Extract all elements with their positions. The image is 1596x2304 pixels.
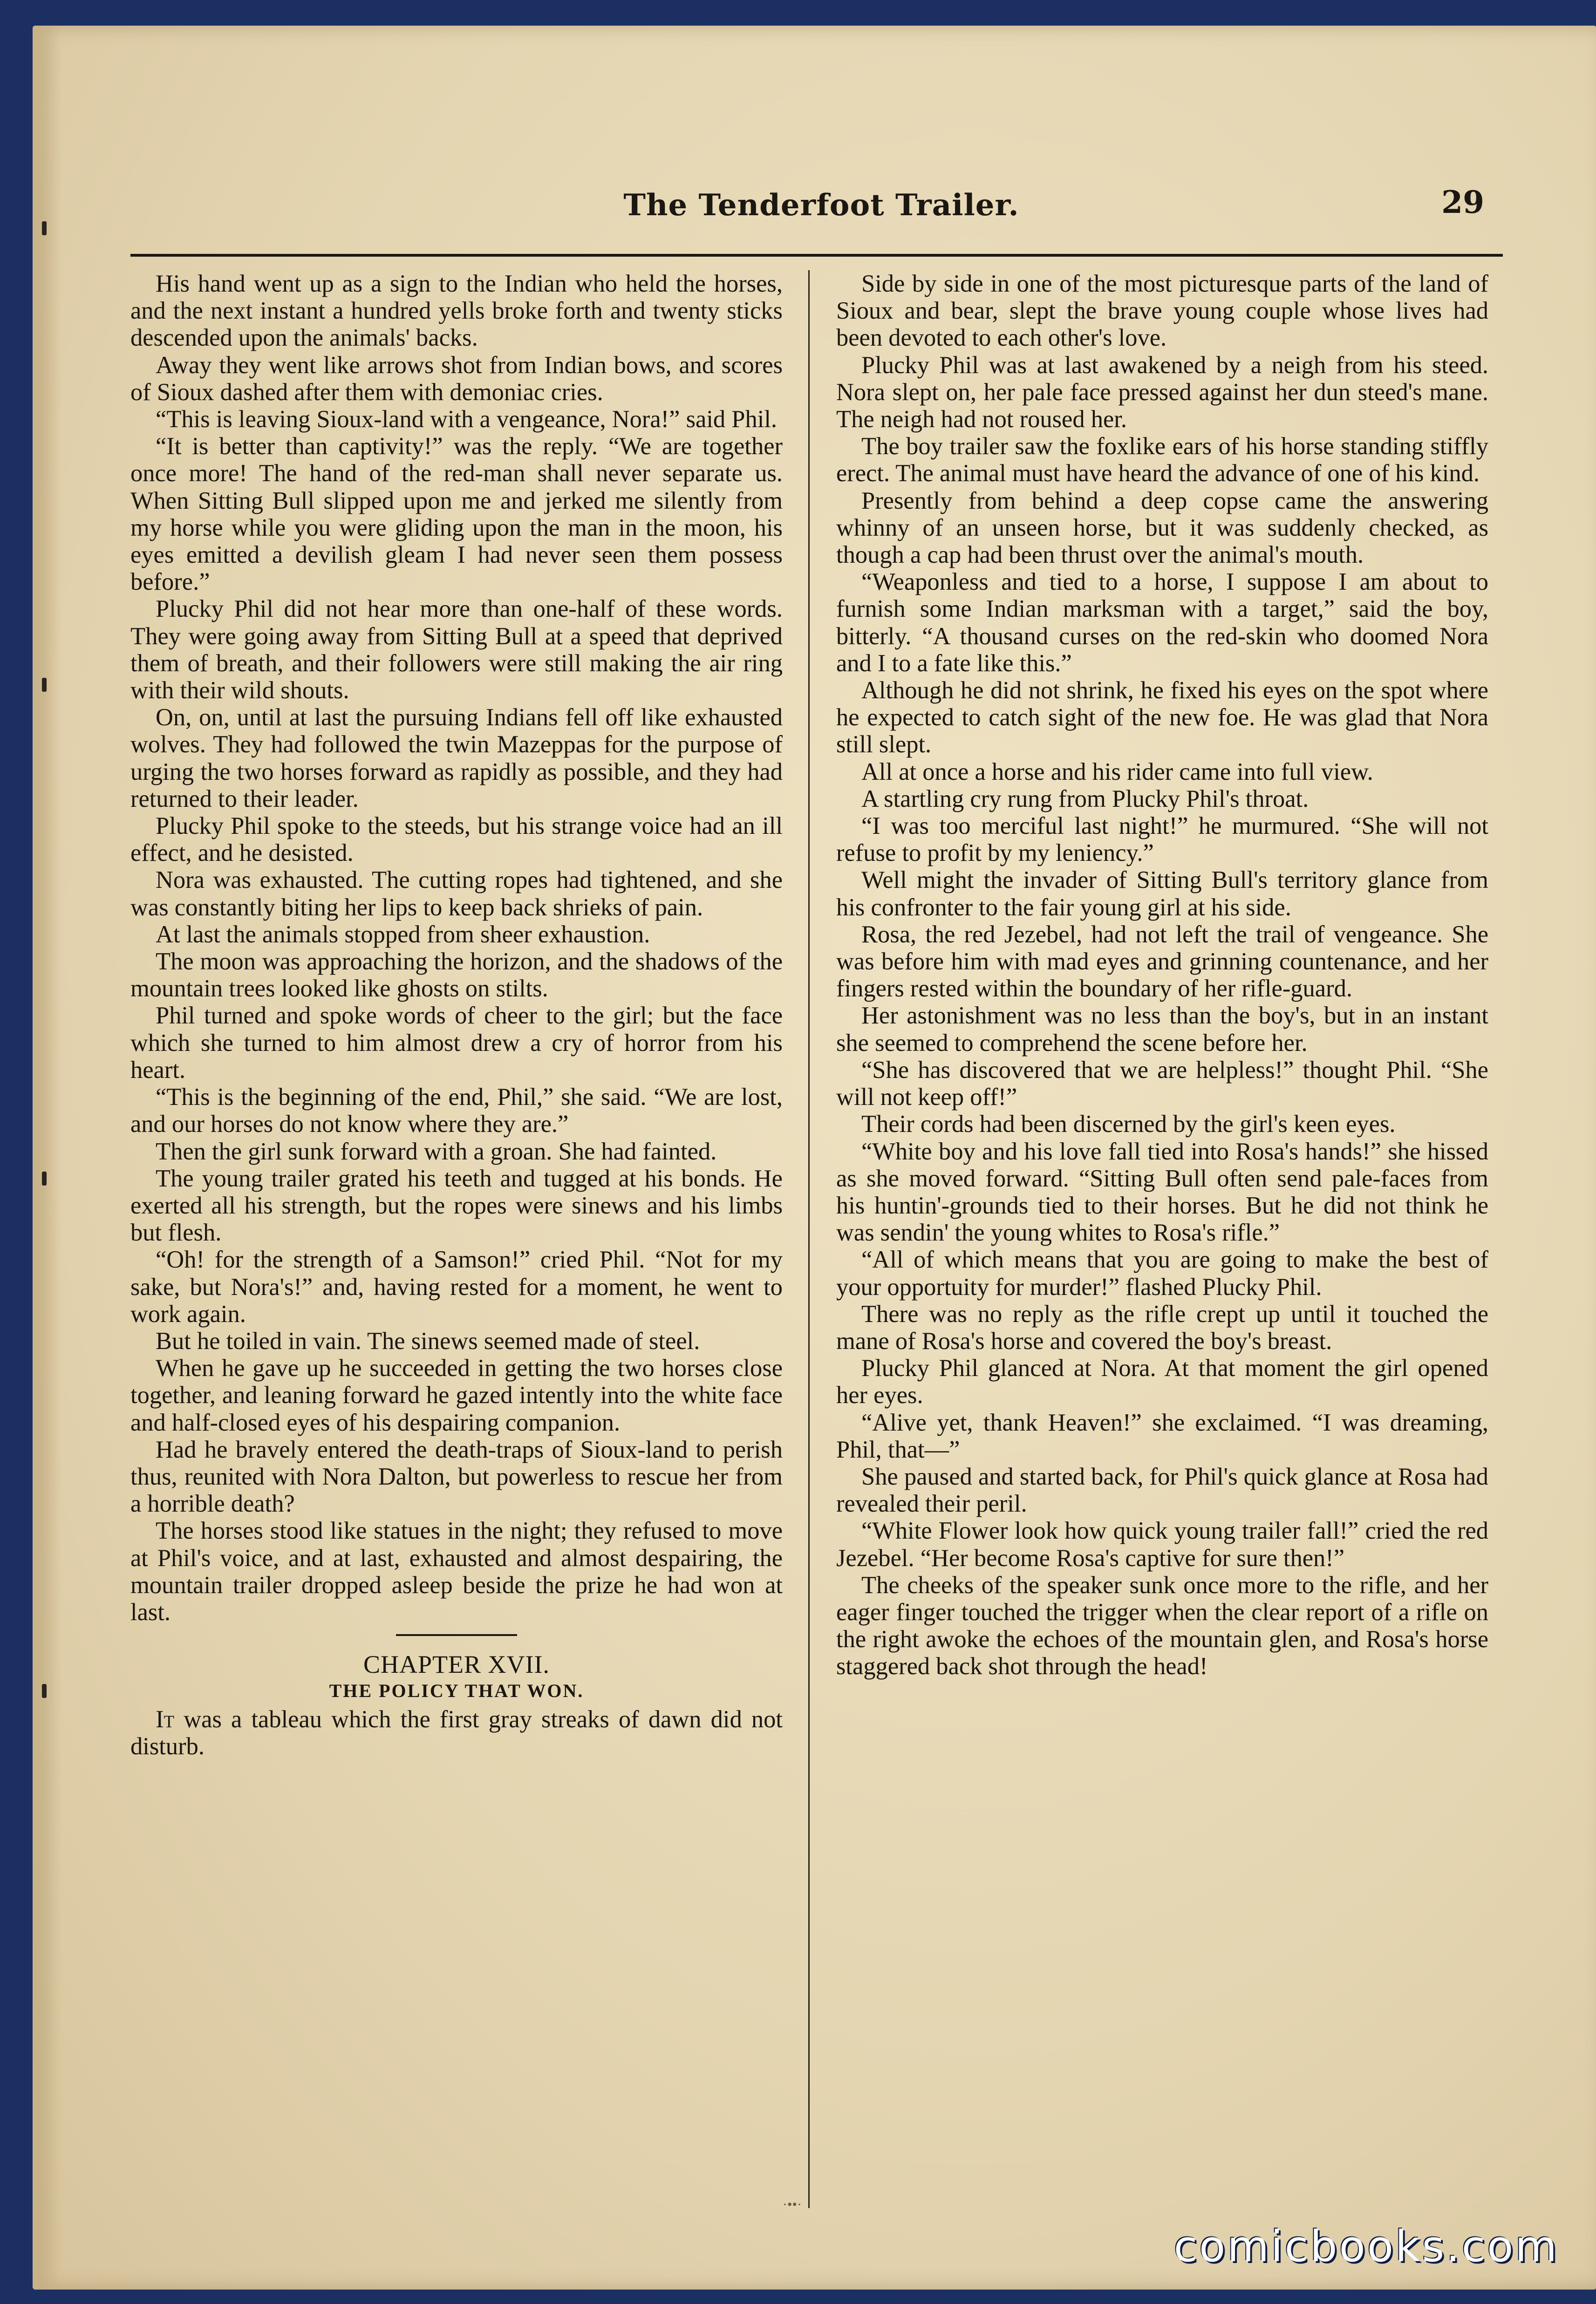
paragraph: “All of which means that you are going to make the best of your opportuity for murder!” flashed Plucky Phil. bbox=[836, 1246, 1488, 1301]
page-header bbox=[130, 165, 1512, 235]
paragraph: Presently from behind a deep copse came the answering whinny of an unseen horse, but it was suddenly checked, as though a cap had been thrust over the animal's mouth. bbox=[836, 487, 1488, 569]
paragraph: Rosa, the red Jezebel, had not left the trail of vengeance. She was before him with mad eyes and grinning countenance, and her fingers rested within the boundary of her rifle-guard. bbox=[836, 920, 1488, 1002]
paragraph: There was no reply as the rifle crept up until it touched the mane of Rosa's horse and covered the boy's breast. bbox=[836, 1300, 1488, 1355]
paragraph: Side by side in one of the most picturesque parts of the land of Sioux and bear, slept the brave young couple whose lives had been devoted to each other's love. bbox=[836, 270, 1488, 352]
binding-mark bbox=[42, 1172, 47, 1186]
paragraph: Away they went like arrows shot from Indian bows, and scores of Sioux dashed after them with demoniac cries. bbox=[130, 351, 783, 406]
paragraph: “This is the beginning of the end, Phil,” she said. “We are lost, and our horses do not know where they are.” bbox=[130, 1084, 783, 1138]
paragraph: The moon was approaching the horizon, and the shadows of the mountain trees looked like ghosts on stilts. bbox=[130, 948, 783, 1002]
paragraph: On, on, until at last the pursuing Indians fell off like exhausted wolves. They had followed the twin Mazeppas for the purpose of urging the two horses forward as rapidly as possible, and they had returned to their leader. bbox=[130, 704, 783, 812]
paragraph: The boy trailer saw the foxlike ears of his horse standing stiffly erect. The animal must have heard the advance of one of his kind. bbox=[836, 433, 1488, 487]
paragraph: “She has discovered that we are helpless!” thought Phil. “She will not keep off!” bbox=[836, 1056, 1488, 1111]
paragraph: Phil turned and spoke words of cheer to the girl; but the face which she turned to him almost drew a cry of horror from his heart. bbox=[130, 1002, 783, 1084]
paragraph: “It is better than captivity!” was the reply. “We are together once more! The hand of the red-man shall never separate us. When Sitting Bull slipped upon me and jerked me silently from my horse while you were gliding upon the man in the moon, his eyes emitted a devilish gleam I had never seen them possess before.” bbox=[130, 433, 783, 596]
column-divider bbox=[808, 270, 810, 2208]
paragraph: “I was too merciful last night!” he murmured. “She will not refuse to profit by my leniency.” bbox=[836, 812, 1488, 867]
running-title: The Tenderfoot Trailer. bbox=[623, 188, 1019, 223]
paragraph: Plucky Phil glanced at Nora. At that moment the girl opened her eyes. bbox=[836, 1355, 1488, 1409]
page-binding-edge bbox=[33, 26, 61, 2290]
paragraph: Their cords had been discerned by the girl's keen eyes. bbox=[861, 1111, 1396, 1138]
binding-mark bbox=[42, 1684, 47, 1698]
paragraph: She paused and started back, for Phil's quick glance at Rosa had revealed their peril. bbox=[836, 1463, 1488, 1518]
chapter-opening-text: was a tableau which the first gray streaks of dawn did not disturb. bbox=[130, 1706, 783, 1760]
left-column bbox=[130, 270, 783, 2180]
print-smudge: ·••· bbox=[783, 2197, 802, 2212]
paragraph: Nora was exhausted. The cutting ropes had tightened, and she was constantly biting her lips to keep back shrieks of pain. bbox=[130, 866, 783, 921]
paragraph: “Weaponless and tied to a horse, I suppose I am about to furnish some Indian marksman with a target,” said the boy, bitterly. “A thousand curses on the red-skin who doomed Nora and I to a fate like this.” bbox=[836, 568, 1488, 677]
paragraph: Her astonishment was no less than the boy's, but in an instant she seemed to comprehend the scene before her. bbox=[836, 1002, 1488, 1057]
paragraph: Then the girl sunk forward with a groan. She had fainted. bbox=[156, 1138, 717, 1165]
paragraph: “Oh! for the strength of a Samson!” cried Phil. “Not for my sake, but Nora's!” and, having rested for a moment, he went to work again. bbox=[130, 1246, 783, 1328]
paragraph: Plucky Phil spoke to the steeds, but his strange voice had an ill effect, and he desisted. bbox=[130, 812, 783, 867]
paragraph: The horses stood like statues in the night; they refused to move at Phil's voice, and at last, exhausted and almost despairing, the mountain trailer dropped asleep beside the prize he had won at last. bbox=[130, 1517, 783, 1626]
paragraph: Plucky Phil was at last awakened by a neigh from his steed. Nora slept on, her pale face pressed against her dun steed's mane. The neigh had not roused her. bbox=[836, 351, 1488, 433]
paragraph: All at once a horse and his rider came into full view. bbox=[861, 758, 1373, 785]
paragraph: A startling cry rung from Plucky Phil's throat. bbox=[861, 785, 1309, 812]
paragraph: The cheeks of the speaker sunk once more to the rifle, and her eager finger touched the trigger when the clear report of a rifle on the right awoke the echoes of the mountain glen, and Rosa's horse staggered back shot through the head! bbox=[836, 1571, 1488, 1680]
paragraph: When he gave up he succeeded in getting the two horses close together, and leaning forward he gazed intently into the white face and half-closed eyes of his despairing companion. bbox=[130, 1355, 783, 1436]
text-columns bbox=[130, 270, 1491, 2180]
binding-mark bbox=[42, 678, 47, 692]
magazine-page bbox=[33, 26, 1596, 2290]
chapter-subtitle: THE POLICY THAT WON. bbox=[329, 1680, 584, 1702]
header-rule bbox=[130, 254, 1503, 257]
site-watermark: comicbooks.com bbox=[1173, 2222, 1559, 2271]
paragraph: At last the animals stopped from sheer exhaustion. bbox=[156, 920, 650, 948]
chapter-first-word: It bbox=[156, 1706, 175, 1733]
right-column bbox=[836, 270, 1488, 2180]
paragraph: “White boy and his love fall tied into Rosa's hands!” she hissed as she moved forward. “Sitting Bull often send pale-faces from his huntin'-grounds tied to their horses. But he did not think he was sendin' the young whites to Rosa's rifle.” bbox=[836, 1138, 1488, 1247]
paragraph: “This is leaving Sioux-land with a vengeance, Nora!” said Phil. bbox=[156, 406, 778, 433]
paragraph: Had he bravely entered the death-traps of Sioux-land to perish thus, reunited with Nora Dalton, but powerless to rescue her from a horrible death? bbox=[130, 1436, 783, 1518]
page-number: 29 bbox=[1441, 184, 1484, 220]
paragraph: “Alive yet, thank Heaven!” she exclaimed. “I was dreaming, Phil, that—” bbox=[836, 1409, 1488, 1463]
paragraph: “White Flower look how quick young trailer fall!” cried the red Jezebel. “Her become Rosa's captive for sure then!” bbox=[836, 1517, 1488, 1572]
section-end-rule bbox=[396, 1634, 517, 1636]
paragraph: Plucky Phil did not hear more than one-half of these words. They were going away from Sitting Bull at a speed that deprived them of breath, and their followers were still making the air ring with their wild shouts. bbox=[130, 595, 783, 704]
binding-mark bbox=[42, 221, 47, 235]
chapter-title: CHAPTER XVII. bbox=[363, 1650, 550, 1679]
paragraph: Although he did not shrink, he fixed his eyes on the spot where he expected to catch sight of the new foe. He was glad that Nora still slept. bbox=[836, 677, 1488, 758]
chapter-opening-paragraph bbox=[130, 1706, 783, 1760]
paragraph: But he toiled in vain. The sinews seemed made of steel. bbox=[156, 1327, 700, 1355]
paragraph: Well might the invader of Sitting Bull's territory glance from his confronter to the fair young girl at his side. bbox=[836, 866, 1488, 921]
paragraph: The young trailer grated his teeth and tugged at his bonds. He exerted all his strength, but the ropes were sinews and his limbs but flesh. bbox=[130, 1165, 783, 1247]
paragraph: His hand went up as a sign to the Indian who held the horses, and the next instant a hundred yells broke forth and twenty sticks descended upon the animals' backs. bbox=[130, 270, 783, 352]
